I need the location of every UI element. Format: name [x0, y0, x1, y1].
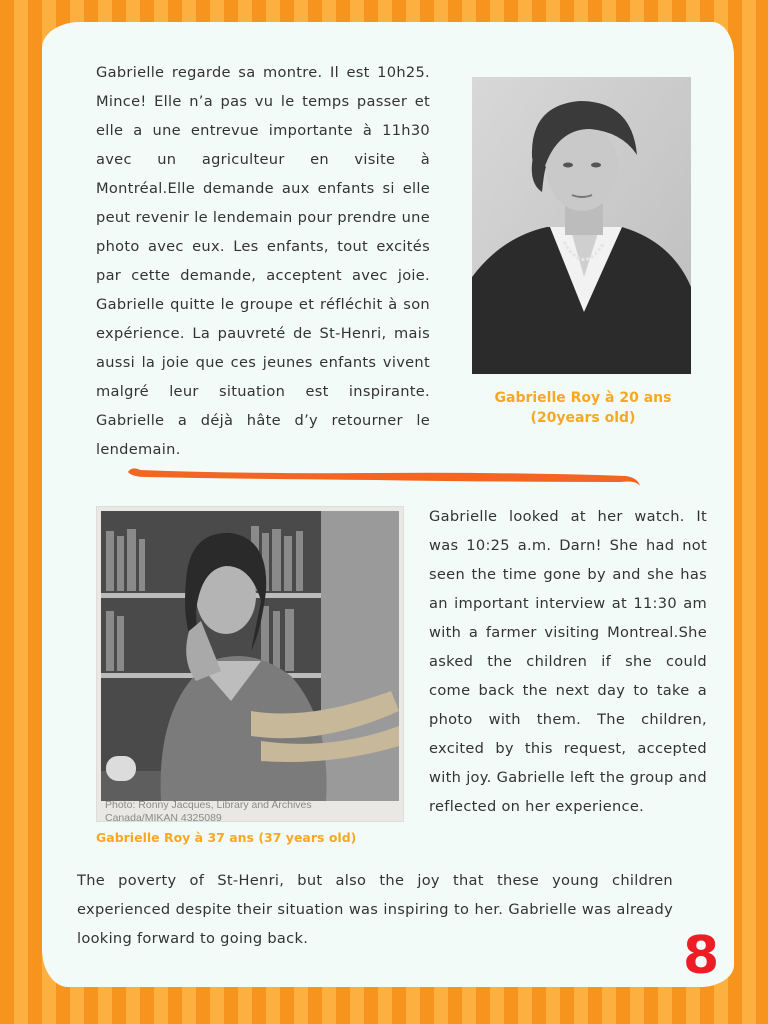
- english-paragraph: Gabrielle looked at her watch. It was 10:25 a.m. Darn! She had not seen the time gone by and she has an important interview at 11:30 am with a farmer visiting Montreal.She asked the children if she could come back the next day to take a photo with them. The children, excited by this request, accepted with joy. Gabrielle left the group and reflected on her experience.: [429, 508, 707, 815]
- page-number: 8: [683, 926, 720, 986]
- portrait-photo-37-years: [96, 506, 404, 822]
- english-paragraph-2: The poverty of St-Henri, but also the joy that these young children experienced despite their situation was inspiring to her. Gabrielle was already looking forward to going back.: [77, 872, 673, 947]
- photo2-credit: [105, 799, 397, 825]
- divider-stroke: [126, 462, 642, 492]
- photo2-caption: Gabrielle Roy à 37 ans (37 years old): [96, 830, 357, 845]
- photo1-caption-line1: Gabrielle Roy à 20 ans: [494, 390, 672, 406]
- french-paragraph: Gabrielle regarde sa montre. Il est 10h25. Mince! Elle n’a pas vu le temps passer et elle a une entrevue importante à 11h30 avec un agriculteur en visite à Montréal.Elle demande aux enfants si elle peut revenir le lendemain pour prendre une photo avec eux. Les enfants, tout excités par cette demande, acceptent avec joie. Gabrielle quitte le groupe et réfléchit à son expérience. La pauvreté de St-Henri, mais aussi la joie que ces jeunes enfants vivent malgré leur situation est inspirante. Gabrielle a déjà hâte d’y retourner le lendemain.: [96, 64, 430, 458]
- photo2-credit-line1: Photo: Ronny Jacques, Library and Archives: [105, 799, 312, 811]
- photo1-caption: [472, 388, 694, 428]
- photo2-credit-line2: Canada/MIKAN 4325089: [105, 812, 222, 824]
- portrait-photo-20-years: [472, 77, 691, 374]
- photo1-caption-line2: (20years old): [530, 410, 636, 426]
